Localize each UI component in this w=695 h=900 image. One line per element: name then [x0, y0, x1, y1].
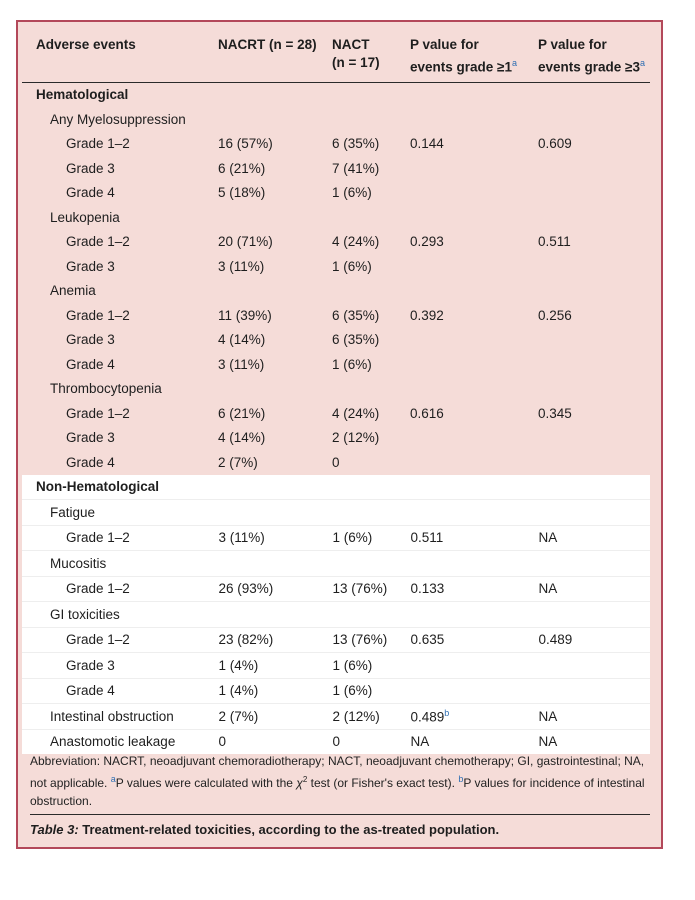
cell-p-grade3 [524, 426, 650, 451]
cell-p-grade1 [396, 426, 524, 451]
cell-p-grade3 [524, 303, 650, 328]
cell-nacrt-text: 3 (11%) [218, 530, 265, 546]
cell-p-grade1 [396, 132, 524, 157]
grade-row [22, 132, 650, 157]
grade-row [22, 576, 650, 602]
header-adverse-events: Adverse events [22, 26, 204, 82]
cell-nacrt [204, 205, 318, 230]
cell-p-grade1-text: 0.293 [410, 234, 444, 250]
cell-p-grade1 [396, 475, 524, 500]
cell-adverse-event [22, 107, 204, 132]
cell-nacrt [204, 230, 318, 255]
table-body [22, 82, 650, 754]
category-row [22, 279, 650, 304]
cell-adverse-event [22, 82, 204, 107]
category-row [22, 500, 650, 526]
cell-nacrt-text: 4 (14%) [218, 332, 266, 348]
cell-p-grade3 [524, 602, 650, 628]
cell-p-grade3 [524, 500, 650, 526]
cell-adverse-event [22, 602, 204, 628]
footnote-marker-a: a [511, 58, 517, 68]
category-row [22, 551, 650, 577]
cell-p-grade3 [524, 107, 650, 132]
cell-nact [318, 525, 396, 551]
grade-row [22, 627, 650, 653]
cell-adverse-event-text: Grade 4 [66, 454, 115, 470]
cell-adverse-event [22, 279, 204, 304]
cell-nacrt [204, 328, 318, 353]
cell-p-grade1 [396, 729, 524, 754]
cell-adverse-event-text: Grade 3 [66, 430, 115, 446]
cell-nacrt [204, 450, 318, 475]
cell-nact [318, 426, 396, 451]
cell-adverse-event-text: Grade 1–2 [66, 405, 130, 421]
cell-nacrt-text: 3 (11%) [218, 356, 265, 372]
cell-p-grade3 [524, 401, 650, 426]
cell-adverse-event-text: Thrombocytopenia [50, 381, 162, 397]
cell-nact [318, 678, 396, 704]
header-p-grade3: P value for events grade $\ge 3^a$ [524, 26, 650, 82]
cell-p-grade3 [524, 328, 650, 353]
cell-adverse-event-text: Mucositis [50, 555, 107, 571]
grade-row [22, 254, 650, 279]
cell-p-grade3 [524, 729, 650, 754]
cell-nact-text: 7 (41%) [332, 160, 380, 176]
cell-nact-text: 1 (6%) [332, 356, 372, 372]
cell-p-grade1 [396, 328, 524, 353]
cell-nacrt [204, 653, 318, 679]
table-header-row [22, 26, 650, 82]
cell-nacrt [204, 426, 318, 451]
cell-p-grade3 [524, 576, 650, 602]
cell-adverse-event-text: Grade 3 [66, 332, 115, 348]
cell-p-grade3-text: NA [538, 708, 558, 724]
cell-adverse-event-text: Grade 4 [66, 683, 115, 699]
cell-nact-text: 2 (12%) [332, 708, 380, 724]
cell-p-grade1-text: 0.133 [410, 581, 445, 597]
cell-adverse-event [22, 653, 204, 679]
cell-nact-text: 4 (24%) [332, 405, 380, 421]
cell-adverse-event [22, 678, 204, 704]
cell-p-grade1 [396, 254, 524, 279]
section-row [22, 82, 650, 107]
cell-p-grade3 [524, 352, 650, 377]
cell-nact-text: 1 (6%) [332, 258, 372, 274]
header-nact: NACT (n = 17) [318, 26, 396, 82]
cell-adverse-event [22, 205, 204, 230]
cell-p-grade3 [524, 205, 650, 230]
cell-p-grade3-text: NA [538, 581, 558, 597]
grade-row [22, 181, 650, 206]
cell-nacrt [204, 401, 318, 426]
grade-row [22, 401, 650, 426]
category-row [22, 729, 650, 754]
cell-adverse-event-text: Grade 3 [66, 657, 115, 673]
cell-nacrt [204, 551, 318, 577]
cell-adverse-event-text: Grade 3 [66, 160, 115, 176]
cell-nacrt-text: 4 (14%) [218, 430, 266, 446]
cell-p-grade1-text: 0.144 [410, 136, 444, 152]
cell-nacrt [204, 132, 318, 157]
cell-nacrt [204, 627, 318, 653]
cell-adverse-event [22, 475, 204, 500]
cell-nacrt [204, 279, 318, 304]
cell-nact [318, 653, 396, 679]
cell-p-grade1 [396, 279, 524, 304]
cell-p-grade3 [524, 525, 650, 551]
cell-p-grade3 [524, 704, 650, 730]
caption-text: Treatment-related toxicities, according to the as-treated population. [78, 822, 500, 837]
cell-p-grade1 [396, 525, 524, 551]
cell-p-grade1 [396, 500, 524, 526]
cell-nacrt-text: 2 (7%) [218, 454, 258, 470]
cell-nact-text: 6 (35%) [332, 332, 380, 348]
cell-adverse-event-text: Fatigue [50, 504, 96, 520]
cell-nact-text: 6 (35%) [332, 307, 380, 323]
cell-adverse-event [22, 377, 204, 402]
cell-adverse-event [22, 328, 204, 353]
cell-adverse-event [22, 500, 204, 526]
cell-adverse-event [22, 525, 204, 551]
cell-p-grade1 [396, 678, 524, 704]
cell-adverse-event [22, 627, 204, 653]
cell-nact-text: 1 (6%) [332, 657, 373, 673]
cell-nact [318, 328, 396, 353]
cell-nacrt-text: 6 (21%) [218, 405, 266, 421]
cell-adverse-event [22, 704, 204, 730]
cell-p-grade3 [524, 653, 650, 679]
cell-nacrt [204, 377, 318, 402]
cell-nact-text: 1 (6%) [332, 185, 372, 201]
cell-adverse-event-text: Grade 1–2 [66, 581, 130, 597]
cell-p-grade1 [396, 401, 524, 426]
cell-nact [318, 401, 396, 426]
cell-p-grade1 [396, 704, 524, 730]
cell-nacrt-text: 23 (82%) [218, 632, 274, 648]
category-row [22, 602, 650, 628]
cell-nacrt [204, 525, 318, 551]
grade-row [22, 678, 650, 704]
table-caption [30, 822, 650, 837]
cell-adverse-event [22, 401, 204, 426]
cell-nacrt [204, 352, 318, 377]
cell-adverse-event-text: Grade 3 [66, 258, 115, 274]
cell-nact [318, 82, 396, 107]
cell-nact-text: 13 (76%) [332, 632, 388, 648]
cell-p-grade3-text: 0.609 [538, 136, 572, 152]
cell-p-grade1 [396, 156, 524, 181]
cell-adverse-event-text: Grade 4 [66, 185, 115, 201]
cell-adverse-event [22, 426, 204, 451]
cell-nact [318, 352, 396, 377]
cell-p-grade3 [524, 551, 650, 577]
cell-adverse-event-text: Grade 4 [66, 356, 115, 372]
cell-adverse-event [22, 551, 204, 577]
cell-nact [318, 475, 396, 500]
cell-p-grade1-text: NA [410, 734, 430, 750]
grade-row [22, 450, 650, 475]
cell-adverse-event-text: GI toxicities [50, 606, 120, 622]
cell-nact-text: 1 (6%) [332, 530, 373, 546]
cell-nact [318, 602, 396, 628]
section-row [22, 475, 650, 500]
cell-nact-text: 1 (6%) [332, 683, 373, 699]
cell-nacrt [204, 181, 318, 206]
grade-row [22, 525, 650, 551]
cell-nacrt-text: 2 (7%) [218, 708, 259, 724]
cell-nact [318, 230, 396, 255]
cell-adverse-event [22, 254, 204, 279]
cell-nact [318, 107, 396, 132]
cell-p-grade1 [396, 602, 524, 628]
cell-p-grade1 [396, 551, 524, 577]
cell-p-grade3 [524, 230, 650, 255]
grade-row [22, 653, 650, 679]
cell-nact [318, 303, 396, 328]
cell-p-grade3 [524, 181, 650, 206]
cell-p-grade3-text: 0.489 [538, 632, 573, 648]
cell-nact-text: 13 (76%) [332, 581, 388, 597]
cell-adverse-event-text: Leukopenia [50, 209, 120, 225]
cell-nact [318, 704, 396, 730]
cell-adverse-event [22, 450, 204, 475]
cell-p-grade3-text: NA [538, 530, 558, 546]
grade-row [22, 303, 650, 328]
caption-separator [30, 814, 650, 815]
cell-adverse-event-text: Grade 1–2 [66, 530, 130, 546]
cell-nacrt [204, 82, 318, 107]
cell-nact-text: 2 (12%) [332, 430, 380, 446]
cell-nacrt-text: 16 (57%) [218, 136, 273, 152]
cell-nacrt [204, 576, 318, 602]
cell-p-grade1-text: 0.489 [410, 709, 445, 725]
cell-nact [318, 181, 396, 206]
cell-p-grade1 [396, 576, 524, 602]
cell-nacrt [204, 602, 318, 628]
cell-nacrt-text: 11 (39%) [218, 307, 272, 323]
cell-nact [318, 551, 396, 577]
cell-nact [318, 279, 396, 304]
cell-nact [318, 500, 396, 526]
cell-p-grade3 [524, 475, 650, 500]
cell-adverse-event [22, 132, 204, 157]
cell-adverse-event-text: Intestinal obstruction [50, 708, 174, 724]
cell-adverse-event [22, 230, 204, 255]
grade-row [22, 352, 650, 377]
cell-nacrt-text: 6 (21%) [218, 160, 266, 176]
cell-p-grade1-text: 0.511 [410, 530, 444, 546]
cell-nacrt-text: 5 (18%) [218, 185, 266, 201]
cell-p-grade3 [524, 627, 650, 653]
cell-adverse-event [22, 352, 204, 377]
cell-nact-text: 0 [332, 734, 341, 750]
cell-p-grade1-text: 0.635 [410, 632, 445, 648]
cell-p-grade3 [524, 82, 650, 107]
cell-p-grade1 [396, 352, 524, 377]
cell-p-grade3 [524, 254, 650, 279]
cell-nact [318, 377, 396, 402]
cell-nacrt [204, 500, 318, 526]
cell-nacrt [204, 704, 318, 730]
cell-adverse-event-text: Grade 1–2 [66, 234, 130, 250]
cell-nact [318, 132, 396, 157]
cell-adverse-event-text: Non-Hematological [36, 479, 160, 495]
cell-nacrt-text: 0 [218, 734, 227, 750]
cell-p-grade3 [524, 450, 650, 475]
cell-p-grade1 [396, 181, 524, 206]
cell-adverse-event-text: Hematological [36, 87, 129, 103]
category-row [22, 377, 650, 402]
cell-nact [318, 627, 396, 653]
cell-nacrt-text: 20 (71%) [218, 234, 273, 250]
cell-nacrt [204, 303, 318, 328]
cell-p-grade3 [524, 279, 650, 304]
cell-nacrt-text: 3 (11%) [218, 258, 265, 274]
cell-nact-text: 0 [332, 454, 340, 470]
cell-p-grade1 [396, 82, 524, 107]
cell-p-grade1 [396, 627, 524, 653]
cell-p-grade1 [396, 450, 524, 475]
cell-nact-text: 4 (24%) [332, 234, 380, 250]
cell-p-grade3-text: 0.511 [538, 234, 571, 250]
cell-nact [318, 205, 396, 230]
cell-p-grade3 [524, 377, 650, 402]
cell-adverse-event-text: Anastomotic leakage [50, 734, 176, 750]
cell-nact [318, 729, 396, 754]
header-p-grade1: P value for events grade $\ge 1^a$ [396, 26, 524, 82]
cell-nacrt-text: 1 (4%) [218, 657, 259, 673]
cell-adverse-event [22, 303, 204, 328]
cell-adverse-event [22, 181, 204, 206]
category-row [22, 205, 650, 230]
cell-adverse-event-text: Any Myelosuppression [50, 111, 186, 127]
cell-p-grade3 [524, 678, 650, 704]
toxicity-table [22, 26, 650, 754]
cell-nacrt-text: 1 (4%) [218, 683, 259, 699]
header-nacrt: NACRT (n = 28) [204, 26, 318, 82]
cell-p-grade3-text: 0.256 [538, 307, 572, 323]
cell-adverse-event [22, 729, 204, 754]
cell-nact [318, 254, 396, 279]
cell-nact [318, 156, 396, 181]
grade-row [22, 156, 650, 181]
cell-adverse-event-text: Grade 1–2 [66, 136, 130, 152]
cell-nact-text: 6 (35%) [332, 136, 380, 152]
cell-nacrt [204, 475, 318, 500]
cell-p-grade1 [396, 107, 524, 132]
cell-nacrt [204, 729, 318, 754]
cell-p-grade3-text: NA [538, 734, 558, 750]
cell-p-grade1 [396, 205, 524, 230]
cell-p-grade1-text: 0.616 [410, 405, 444, 421]
cell-nacrt-text: 26 (93%) [218, 581, 274, 597]
cell-adverse-event-text: Grade 1–2 [66, 632, 130, 648]
cell-p-grade1 [396, 230, 524, 255]
caption-label: Table 3: [30, 822, 79, 837]
grade-row [22, 328, 650, 353]
category-row [22, 107, 650, 132]
cell-nacrt [204, 254, 318, 279]
cell-nacrt [204, 156, 318, 181]
cell-p-grade1 [396, 653, 524, 679]
cell-p-grade1 [396, 377, 524, 402]
cell-adverse-event [22, 576, 204, 602]
grade-row [22, 230, 650, 255]
cell-p-grade3 [524, 156, 650, 181]
cell-p-grade1-text: 0.392 [410, 307, 444, 323]
category-row [22, 704, 650, 730]
cell-p-grade3-text: 0.345 [538, 405, 572, 421]
cell-nact [318, 450, 396, 475]
abbreviation-footnote: Abbreviation: NACRT, neoadjuvant chemoradiotherapy; NACT, neoadjuvant chemotherapy; GI, gastrointestinal; NA, not applicable. $^a$P values were calculated with the $\chi^2$ test (or Fisher's exact test). $^b$P values for incidence of intestinal obstruction. [30, 754, 645, 808]
cell-nacrt [204, 678, 318, 704]
cell-adverse-event-text: Grade 1–2 [66, 307, 130, 323]
cell-adverse-event-text: Anemia [50, 283, 96, 299]
footnote-marker-b: b [444, 708, 450, 718]
grade-row [22, 426, 650, 451]
cell-adverse-event [22, 156, 204, 181]
footnote-marker-a: a [639, 58, 645, 68]
cell-p-grade3 [524, 132, 650, 157]
cell-p-grade1 [396, 303, 524, 328]
cell-nact [318, 576, 396, 602]
cell-nacrt [204, 107, 318, 132]
